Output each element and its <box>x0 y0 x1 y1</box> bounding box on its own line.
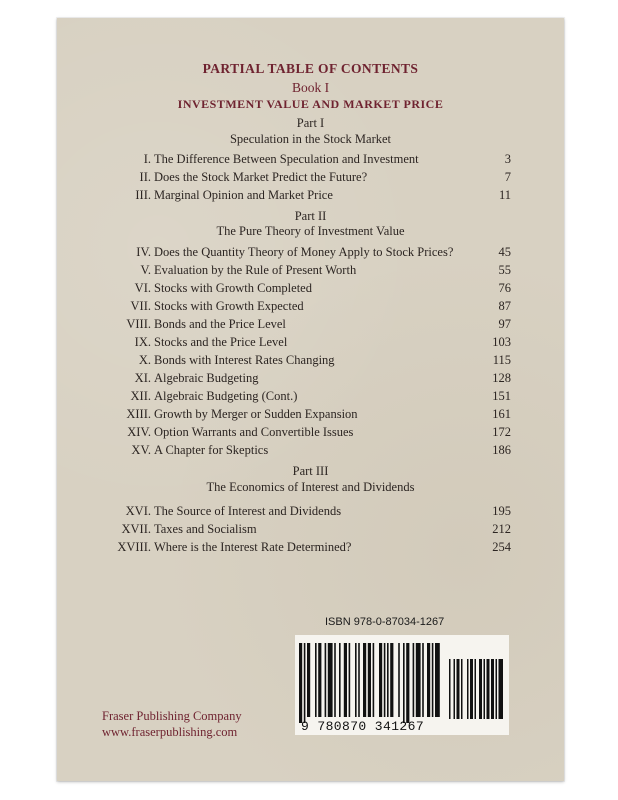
toc-entry <box>57 353 564 369</box>
publisher-website: www.fraserpublishing.com <box>102 725 238 739</box>
addon-bar <box>484 659 486 719</box>
chapter-title: Bonds with Interest Rates Changing <box>154 353 335 367</box>
addon-bar <box>475 659 477 719</box>
addon-bar <box>461 659 463 719</box>
toc-entry <box>57 170 564 186</box>
back-cover <box>57 18 564 781</box>
chapter-numeral: XVII. <box>121 522 151 536</box>
barcode-bar <box>315 643 317 717</box>
chapter-numeral: XVI. <box>125 504 151 518</box>
toc-entry <box>57 335 564 351</box>
addon-bar <box>491 659 494 719</box>
part-1-label: Part I <box>296 116 325 130</box>
toc-title: PARTIAL TABLE OF CONTENTS <box>202 61 419 76</box>
toc-entry <box>57 188 564 204</box>
chapter-page: 11 <box>498 188 511 202</box>
chapter-numeral: XIII. <box>126 407 151 421</box>
toc-entry <box>57 425 564 441</box>
chapter-numeral: X. <box>138 353 151 367</box>
addon-bar <box>457 659 460 719</box>
chapter-numeral: XI. <box>134 371 151 385</box>
barcode-bar <box>427 643 430 717</box>
toc-entry <box>57 263 564 279</box>
publisher-name: Fraser Publishing Company <box>102 709 242 723</box>
chapter-title: Stocks and the Price Level <box>154 335 288 349</box>
chapter-title: Stocks with Growth Expected <box>154 299 304 313</box>
toc-entry <box>57 407 564 423</box>
addon-bar <box>449 659 451 719</box>
chapter-title: Bonds and the Price Level <box>154 317 286 331</box>
chapter-numeral: XV. <box>131 443 151 457</box>
toc-entry <box>57 540 564 556</box>
chapter-page: 45 <box>498 245 511 259</box>
barcode-bar <box>379 643 382 717</box>
barcode-bar <box>368 643 371 717</box>
chapter-title: The Source of Interest and Dividends <box>154 504 342 518</box>
chapter-page: 254 <box>492 540 511 554</box>
chapter-page: 172 <box>492 425 511 439</box>
barcode-bar <box>355 643 357 717</box>
barcode-bar <box>363 643 366 717</box>
chapter-page: 128 <box>492 371 511 385</box>
addon-bar <box>499 659 504 719</box>
chapter-page: 87 <box>498 299 511 313</box>
toc-entry <box>57 299 564 315</box>
toc-entry <box>57 152 564 168</box>
addon-bar <box>479 659 482 719</box>
chapter-numeral: III. <box>135 188 151 202</box>
chapter-page: 161 <box>492 407 511 421</box>
chapter-numeral: XII. <box>130 389 151 403</box>
chapter-title: Stocks with Growth Completed <box>154 281 312 295</box>
chapter-title: Does the Stock Market Predict the Future? <box>154 170 368 184</box>
chapter-title: A Chapter for Skeptics <box>154 443 269 457</box>
toc-entry <box>57 522 564 538</box>
chapter-page: 103 <box>492 335 511 349</box>
addon-bar <box>470 659 473 719</box>
barcode-bar <box>325 643 327 717</box>
chapter-numeral: XIV. <box>127 425 151 439</box>
barcode-bar <box>390 643 393 717</box>
chapter-numeral: VI. <box>134 281 151 295</box>
chapter-page: 151 <box>492 389 511 403</box>
ean13-bars <box>299 643 440 723</box>
barcode-bar <box>373 643 375 717</box>
barcode-digits: 9 780870 341267 <box>301 719 425 734</box>
part-3-title: The Economics of Interest and Dividends <box>206 480 415 494</box>
chapter-title: Option Warrants and Convertible Issues <box>154 425 354 439</box>
barcode-bar <box>403 643 405 723</box>
chapter-page: 55 <box>498 263 511 277</box>
barcode-bar <box>416 643 421 717</box>
book-title: INVESTMENT VALUE AND MARKET PRICE <box>177 97 444 111</box>
barcode-bar <box>435 643 440 717</box>
toc-entry <box>57 317 564 333</box>
barcode-bar <box>422 643 424 717</box>
chapter-page: 7 <box>504 170 511 184</box>
part-1-title: Speculation in the Stock Market <box>229 132 392 146</box>
barcode-bar <box>387 643 389 717</box>
toc-entry <box>57 245 564 261</box>
part-2-label: Part II <box>294 209 327 223</box>
chapter-page: 186 <box>492 443 511 457</box>
chapter-title: The Difference Between Speculation and Investment <box>154 152 419 166</box>
toc-entry <box>57 371 564 387</box>
barcode-bar <box>339 643 341 717</box>
chapter-title: Does the Quantity Theory of Money Apply to Stock Prices? <box>154 245 454 259</box>
chapter-title: Where is the Interest Rate Determined? <box>154 540 352 554</box>
chapter-page: 115 <box>492 353 511 367</box>
barcode-bar <box>384 643 386 717</box>
chapter-title: Algebraic Budgeting <box>154 371 259 385</box>
chapter-page: 195 <box>492 504 511 518</box>
isbn-label: ISBN 978-0-87034-1267 <box>325 616 445 628</box>
barcode-bar <box>307 643 310 717</box>
chapter-title: Evaluation by the Rule of Present Worth <box>154 263 357 277</box>
chapter-numeral: IV. <box>136 245 151 259</box>
chapter-page: 76 <box>498 281 511 295</box>
chapter-numeral: V. <box>140 263 151 277</box>
addon-bar <box>487 659 490 719</box>
chapter-numeral: IX. <box>134 335 151 349</box>
barcode-bar <box>398 643 400 717</box>
barcode-bar <box>304 643 306 723</box>
toc-entry <box>57 281 564 297</box>
chapter-numeral: XVIII. <box>117 540 151 554</box>
toc-entry <box>57 389 564 405</box>
barcode-bar <box>406 643 409 723</box>
chapter-page: 97 <box>498 317 511 331</box>
chapter-title: Growth by Merger or Sudden Expansion <box>154 407 358 421</box>
chapter-numeral: VII. <box>130 299 151 313</box>
chapter-title: Taxes and Socialism <box>154 522 257 536</box>
barcode-bar <box>432 643 434 717</box>
chapter-numeral: I. <box>143 152 151 166</box>
barcode-bar <box>349 643 351 717</box>
chapter-title: Marginal Opinion and Market Price <box>154 188 333 202</box>
barcode-bar <box>334 643 336 717</box>
addon-bar <box>454 659 456 719</box>
barcode-bar <box>358 643 360 717</box>
barcode-bar <box>413 643 415 717</box>
part-2-title: The Pure Theory of Investment Value <box>216 224 405 238</box>
toc-entry <box>57 443 564 459</box>
chapter-title: Algebraic Budgeting (Cont.) <box>154 389 298 403</box>
barcode-bar <box>328 643 333 717</box>
chapter-page: 212 <box>492 522 511 536</box>
part-3-label: Part III <box>292 464 329 478</box>
toc-entry <box>57 504 564 520</box>
chapter-numeral: VIII. <box>126 317 151 331</box>
addon-bar <box>496 659 498 719</box>
barcode-bar <box>344 643 347 717</box>
book-label: Book I <box>291 80 330 95</box>
chapter-numeral: II. <box>139 170 151 184</box>
barcode-bar <box>299 643 302 723</box>
addon-bar <box>467 659 469 719</box>
chapter-page: 3 <box>504 152 511 166</box>
barcode-bar <box>318 643 321 717</box>
